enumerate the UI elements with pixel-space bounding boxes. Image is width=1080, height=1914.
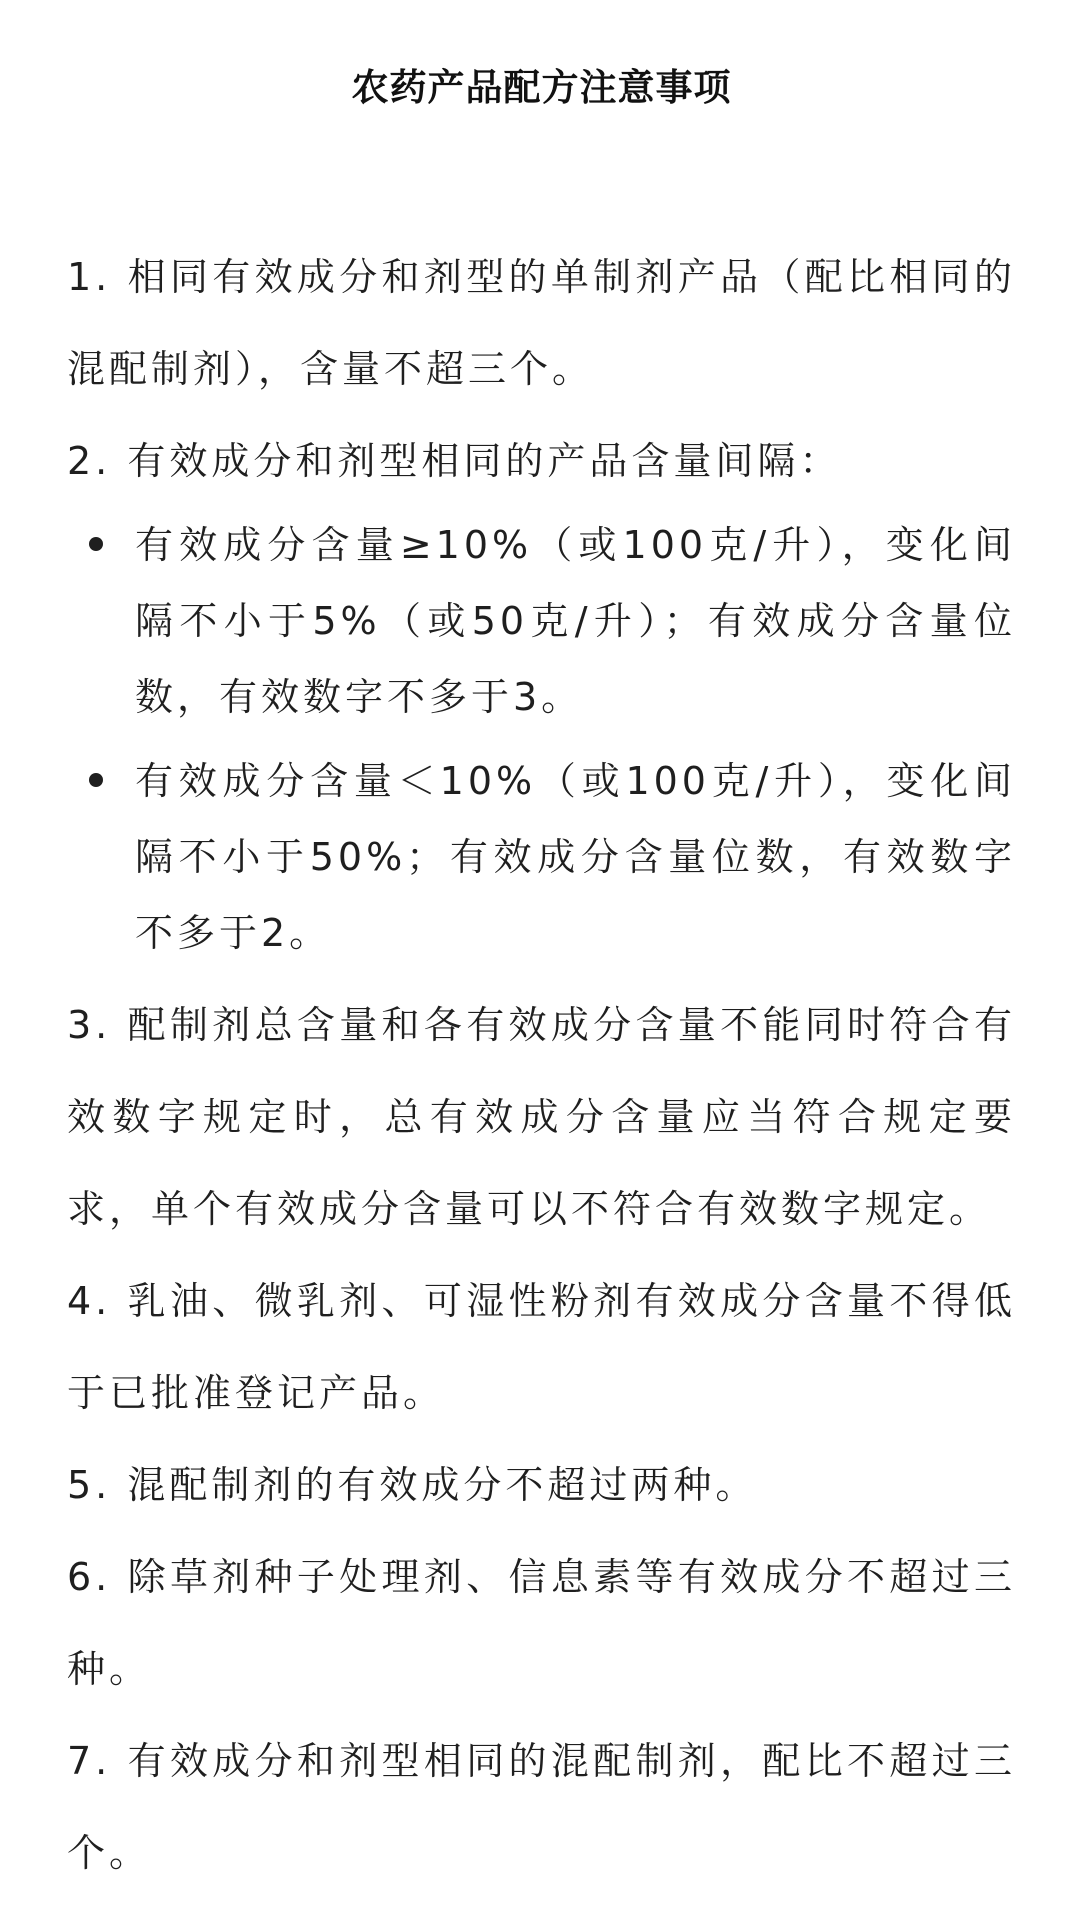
- notes-content: [67, 231, 1016, 1899]
- note-item-6: 6. 除草剂种子处理剂、信息素等有效成分不超过三种。: [67, 1555, 1016, 1691]
- bullet-item: [135, 507, 1016, 735]
- note-item-4: 4. 乳油、微乳剂、可湿性粉剂有效成分含量不得低于已批准登记产品。: [67, 1279, 1016, 1415]
- bullet-dot-icon: [89, 773, 103, 787]
- note-item-7: 7. 有效成分和剂型相同的混配制剂，配比不超过三个。: [67, 1739, 1016, 1875]
- page-title: 农药产品配方注意事项: [351, 66, 732, 109]
- bullet-text: 有效成分含量≥10%（或100克/升），变化间隔不小于5%（或50克/升）；有效成分含量位数，有效数字不多于3。: [135, 523, 1016, 719]
- note-item-3: 3. 配制剂总含量和各有效成分含量不能同时符合有效数字规定时，总有效成分含量应当符合规定要求，单个有效成分含量可以不符合有效数字规定。: [67, 1003, 1016, 1231]
- note-item-5: 5. 混配制剂的有效成分不超过两种。: [67, 1463, 758, 1507]
- note-item-2: 2. 有效成分和剂型相同的产品含量间隔：: [67, 439, 842, 483]
- bullet-dot-icon: [89, 537, 103, 551]
- interval-bullet-list: [67, 507, 1016, 971]
- bullet-text: 有效成分含量＜10%（或100克/升），变化间隔不小于50%；有效成分含量位数，有效数字不多于2。: [135, 759, 1016, 955]
- note-item-1: 1. 相同有效成分和剂型的单制剂产品（配比相同的混配制剂），含量不超三个。: [67, 255, 1016, 391]
- bullet-item: [135, 743, 1016, 971]
